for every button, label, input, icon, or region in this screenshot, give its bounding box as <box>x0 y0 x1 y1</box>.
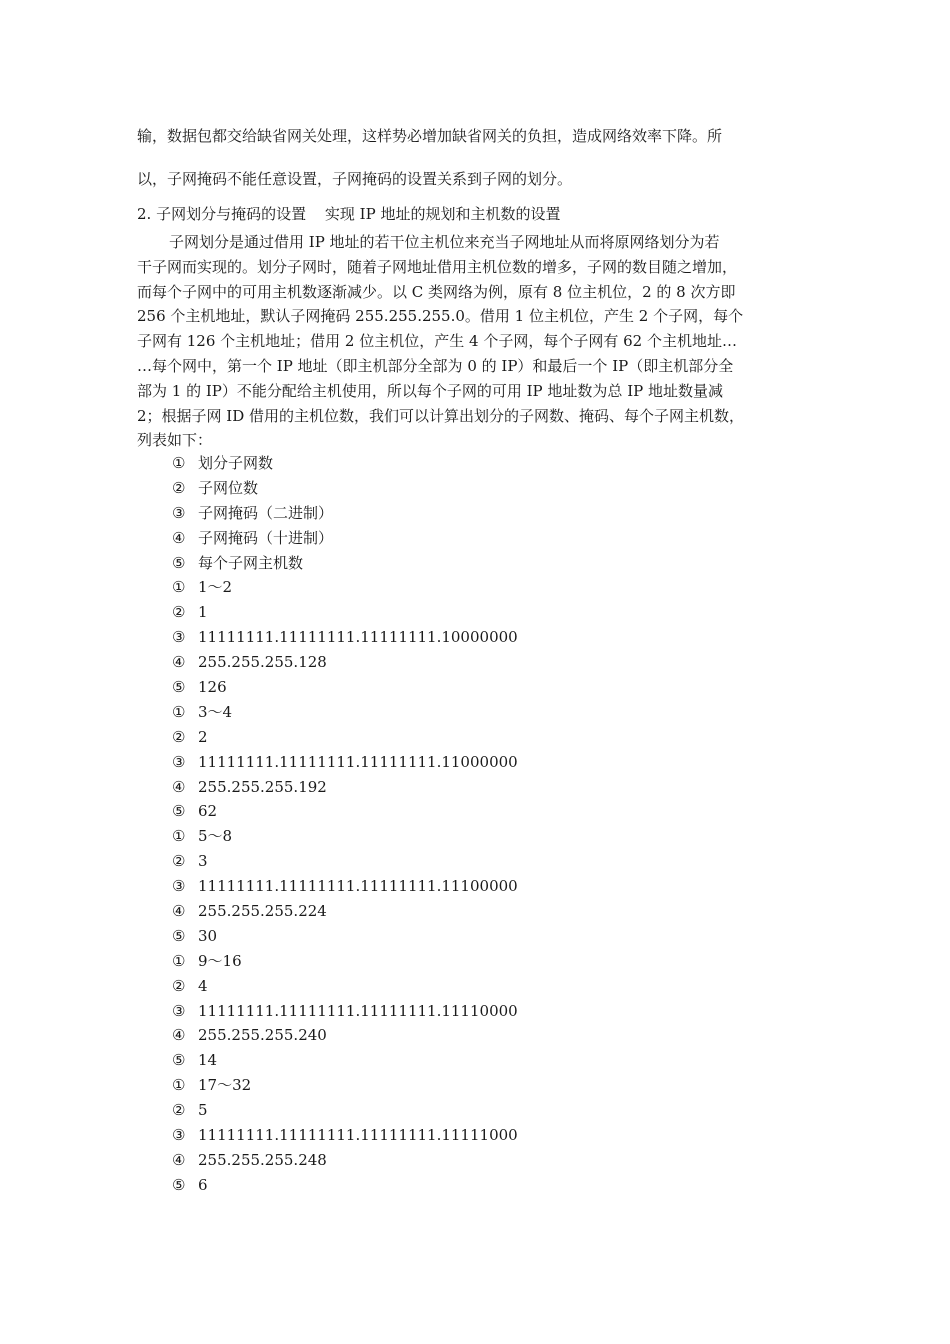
list-marker: ① <box>172 827 186 846</box>
list-text: 11111111.11111111.11111111.11000000 <box>198 752 518 771</box>
list-item <box>172 899 518 924</box>
list-item <box>172 1173 518 1198</box>
subnet-list <box>172 451 518 1198</box>
list-marker: ⑤ <box>172 678 186 697</box>
list-marker: ④ <box>172 528 186 547</box>
list-marker: ① <box>172 454 186 472</box>
list-text: 4 <box>198 976 208 995</box>
body-paragraph <box>137 230 827 453</box>
list-item <box>172 1123 518 1148</box>
list-marker: ③ <box>172 628 186 647</box>
list-marker: ⑤ <box>172 1175 186 1194</box>
list-marker: ① <box>172 702 186 721</box>
list-marker: ③ <box>172 503 186 522</box>
list-item <box>172 1098 518 1123</box>
list-marker: ② <box>172 976 186 995</box>
list-text: 3 <box>198 852 208 871</box>
list-text: 17～32 <box>198 1076 252 1095</box>
paragraph-line: 部为 1 的 IP）不能分配给主机使用，所以每个子网的可用 IP 地址数为总 IP 地址数量减 <box>137 381 723 400</box>
list-text: 11111111.11111111.11111111.11100000 <box>198 877 518 896</box>
list-item <box>172 1048 518 1073</box>
list-marker: ④ <box>172 902 186 921</box>
list-item <box>172 600 518 625</box>
list-text: 11111111.11111111.11111111.11111000 <box>198 1126 518 1145</box>
section-number: 2. <box>137 205 152 223</box>
list-marker: ① <box>172 951 186 970</box>
paragraph-line: 子网有 126 个主机地址；借用 2 位主机位，产生 4 个子网，每个子网有 62 个主机地址… <box>137 332 737 351</box>
list-marker: ③ <box>172 1126 186 1145</box>
paragraph-line: 子网划分是通过借用 IP 地址的若干位主机位来充当子网地址从而将原网络划分为若 <box>169 233 720 251</box>
list-text: 255.255.255.240 <box>198 1026 327 1045</box>
list-text: 255.255.255.192 <box>198 777 327 796</box>
list-item <box>172 999 518 1024</box>
section-title: 子网划分与掩码的设置 <box>156 205 307 223</box>
paragraph-line: 2；根据子网 ID 借用的主机位数，我们可以计算出划分的子网数、掩码、每个子网主机数， <box>137 406 745 425</box>
list-text: 30 <box>198 926 218 945</box>
list-text: 1 <box>198 603 208 622</box>
list-item <box>172 700 518 725</box>
list-text: 62 <box>198 802 218 821</box>
list-item <box>172 501 518 526</box>
list-item <box>172 750 518 775</box>
list-marker: ④ <box>172 653 186 672</box>
list-text: 255.255.255.128 <box>198 653 327 672</box>
list-marker: ⑤ <box>172 802 186 821</box>
list-item <box>172 451 518 476</box>
list-item <box>172 824 518 849</box>
list-item <box>172 551 518 576</box>
list-item <box>172 650 518 675</box>
list-marker: ① <box>172 1076 186 1095</box>
paragraph-line: …每个网中，第一个 IP 地址（即主机部分全部为 0 的 IP）和最后一个 IP（即主机部分全 <box>137 356 734 375</box>
paragraph-line: 列表如下： <box>137 431 213 450</box>
list-text: 5～8 <box>198 827 233 846</box>
list-item <box>172 949 518 974</box>
list-text: 14 <box>198 1051 218 1070</box>
list-item <box>172 924 518 949</box>
list-text: 255.255.255.248 <box>198 1150 327 1169</box>
list-item <box>172 675 518 700</box>
list-item <box>172 799 518 824</box>
paragraph-line: 而每个子网中的可用主机数逐渐减少。以 C 类网络为例，原有 8 位主机位，2 的 8 次方即 <box>137 282 736 301</box>
list-marker: ② <box>172 478 186 497</box>
list-marker: ③ <box>172 752 186 771</box>
list-marker: ② <box>172 727 186 746</box>
list-text: 3～4 <box>198 702 233 721</box>
paragraph-line: 以，子网掩码不能任意设置，子网掩码的设置关系到子网的划分。 <box>137 170 573 188</box>
section-subtitle: 实现 IP 地址的规划和主机数的设置 <box>324 205 561 223</box>
list-text: 1～2 <box>198 578 233 597</box>
list-item <box>172 874 518 899</box>
list-text: 2 <box>198 727 208 746</box>
list-item <box>172 575 518 600</box>
list-text: 11111111.11111111.11111111.10000000 <box>198 628 518 647</box>
list-marker: ② <box>172 852 186 871</box>
list-text: 每个子网主机数 <box>198 553 304 572</box>
list-marker: ③ <box>172 877 186 896</box>
list-marker: ② <box>172 603 186 622</box>
paragraph-line: 256 个主机地址，默认子网掩码 255.255.255.0。借用 1 位主机位，产生 2 个子网，每个 <box>137 307 744 326</box>
list-marker: ③ <box>172 1001 186 1020</box>
list-item <box>172 1023 518 1048</box>
list-marker: ⑤ <box>172 1051 186 1070</box>
list-item <box>172 974 518 999</box>
list-text: 6 <box>198 1175 208 1194</box>
list-text: 5 <box>198 1101 208 1120</box>
list-text: 子网位数 <box>198 478 259 497</box>
list-text: 划分子网数 <box>198 454 274 472</box>
list-text: 9～16 <box>198 951 242 970</box>
list-item <box>172 725 518 750</box>
list-item <box>172 1073 518 1098</box>
list-marker: ④ <box>172 1026 186 1045</box>
list-marker: ④ <box>172 777 186 796</box>
list-item <box>172 526 518 551</box>
list-marker: ① <box>172 578 186 597</box>
list-text: 11111111.11111111.11111111.11110000 <box>198 1001 518 1020</box>
list-marker: ④ <box>172 1150 186 1169</box>
list-marker: ② <box>172 1101 186 1120</box>
list-marker: ⑤ <box>172 553 186 572</box>
list-item <box>172 1148 518 1173</box>
list-text: 255.255.255.224 <box>198 902 327 921</box>
section-heading <box>137 202 560 226</box>
list-text: 126 <box>198 678 227 697</box>
list-item <box>172 476 518 501</box>
list-item <box>172 849 518 874</box>
list-text: 子网掩码（十进制） <box>198 528 334 547</box>
list-text: 子网掩码（二进制） <box>198 503 334 522</box>
list-marker: ⑤ <box>172 926 186 945</box>
list-item <box>172 625 518 650</box>
list-item <box>172 775 518 800</box>
paragraph-line: 输，数据包都交给缺省网关处理，这样势必增加缺省网关的负担，造成网络效率下降。所 <box>137 127 723 145</box>
paragraph-line: 干子网而实现的。划分子网时，随着子网地址借用主机位数的增多，子网的数目随之增加， <box>137 257 738 276</box>
